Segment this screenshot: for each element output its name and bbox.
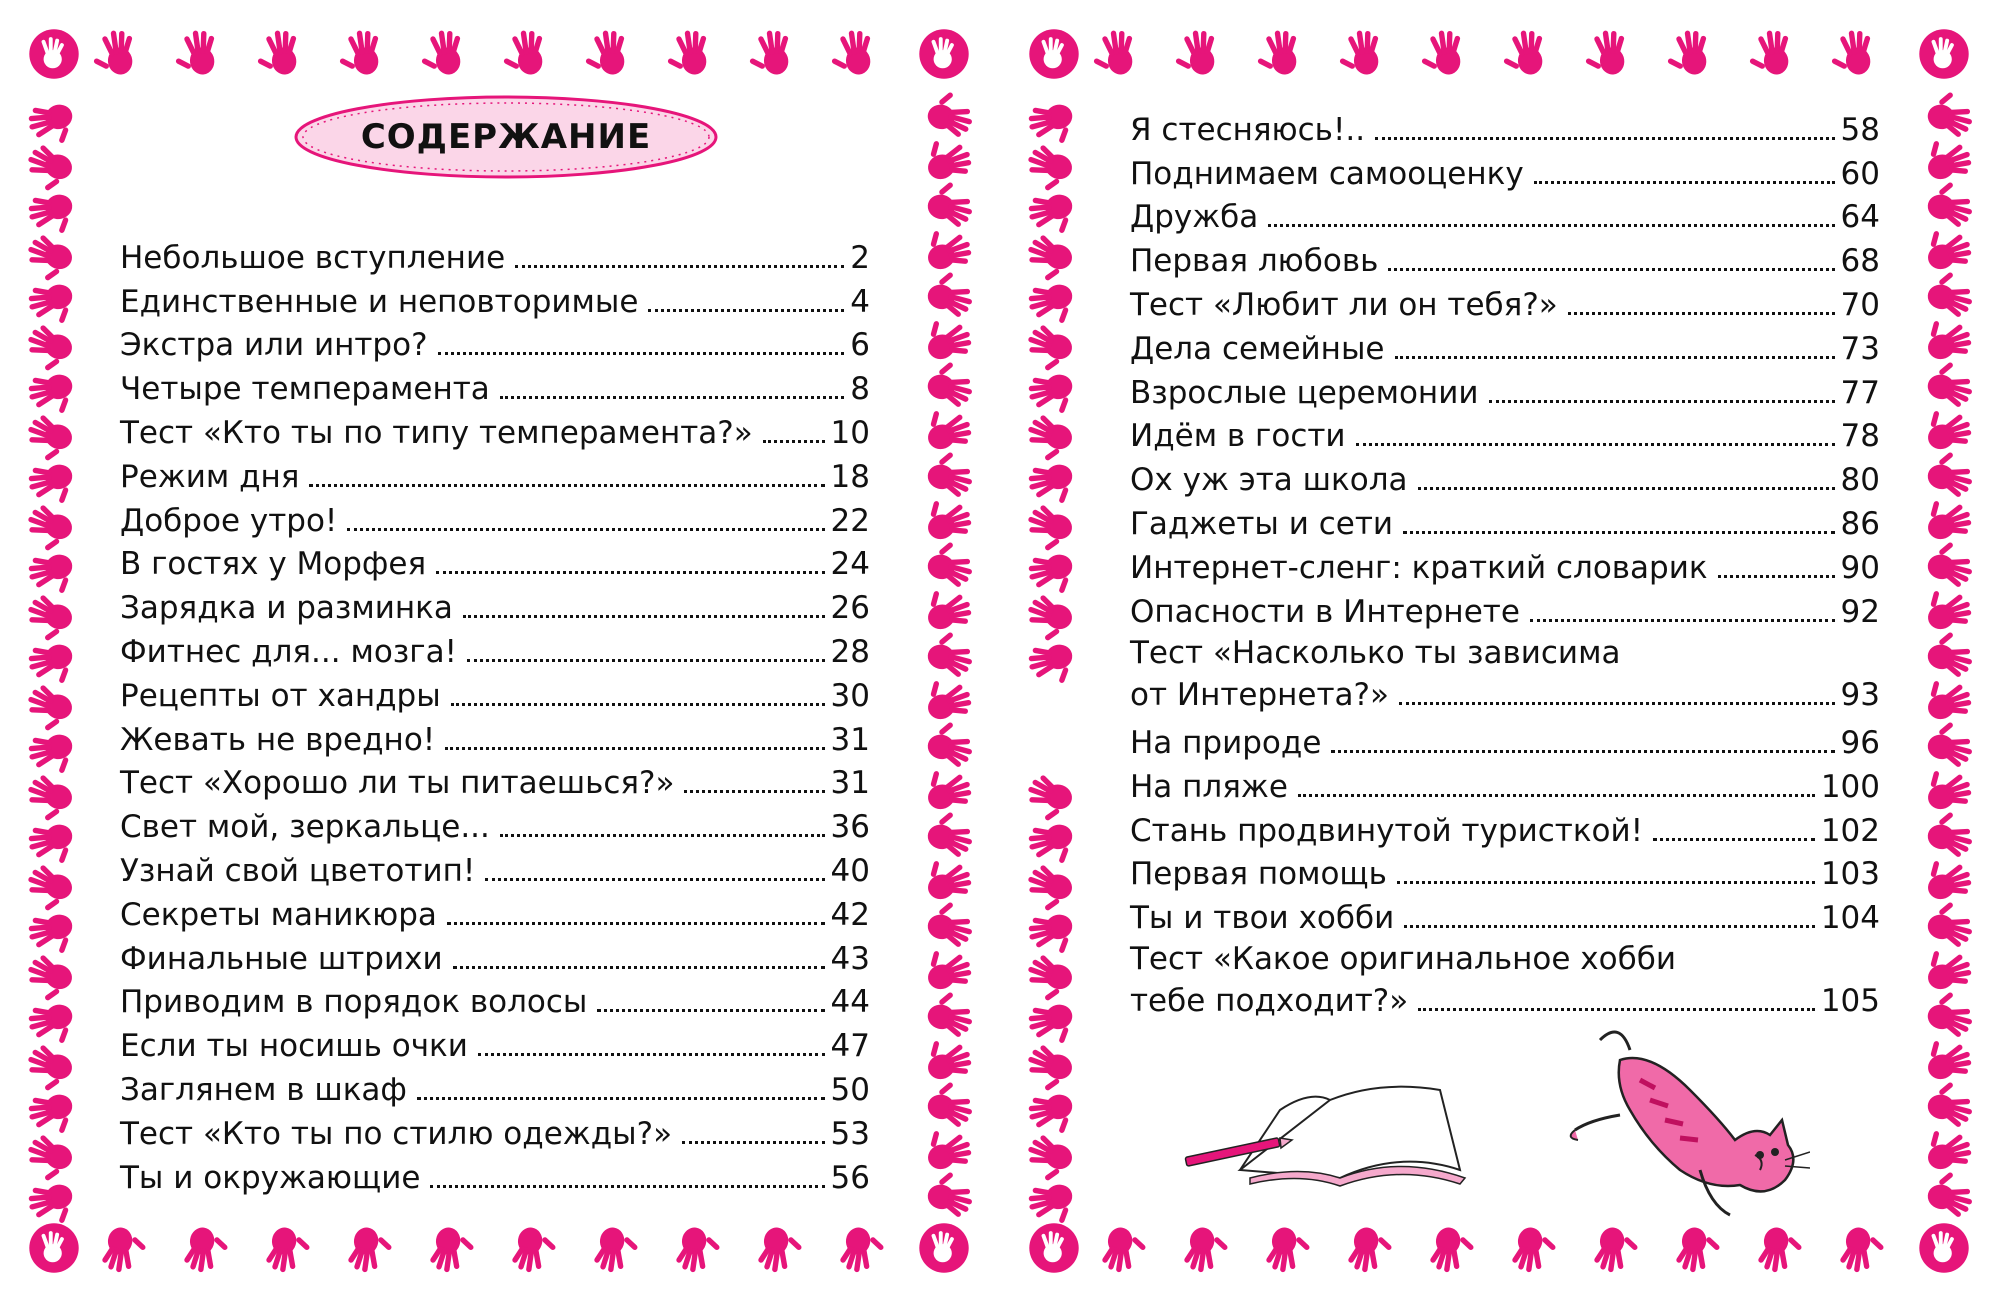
toc-entry-page: 53: [830, 1115, 870, 1152]
dot-leader: [1298, 794, 1815, 797]
toc-entry-title: Первая любовь: [1130, 243, 1379, 280]
dot-leader: [1568, 312, 1835, 315]
hand-icon: [584, 1222, 638, 1276]
dot-leader: [1530, 619, 1835, 622]
dot-leader: [1356, 443, 1835, 446]
hand-icon: [1584, 26, 1638, 80]
toc-entry-page: 31: [830, 765, 870, 802]
hand-icon: [1174, 1222, 1228, 1276]
toc-entry-title-continued: от Интернета?»: [1130, 676, 1389, 713]
dot-leader: [1375, 137, 1834, 140]
toc-entry: [1130, 237, 1880, 281]
toc-entry-page: 78: [1840, 418, 1880, 455]
dot-leader: [478, 1053, 825, 1056]
toc-entry: [1130, 456, 1880, 500]
toc-entry: [1130, 369, 1880, 413]
hand-icon: [584, 26, 638, 80]
toc-entry: [1130, 938, 1880, 1026]
toc-entry: [120, 584, 870, 628]
toc-entry-title: Тест «Какое оригинальное хобби: [1130, 941, 1676, 978]
dot-leader: [1653, 838, 1815, 841]
toc-entry-title: Приводим в порядок волосы: [120, 984, 588, 1021]
toc-entry-page: 73: [1840, 330, 1880, 367]
toc-entry-page: 56: [830, 1159, 870, 1196]
toc-entry: [120, 278, 870, 322]
dot-leader: [467, 659, 825, 662]
hand-icon: [420, 1222, 474, 1276]
toc-entry-title: Узнай свой цветотип!: [120, 852, 476, 889]
toc-entry-page: 26: [830, 590, 870, 627]
toc-entry-page: 93: [1840, 676, 1880, 713]
toc-entry-title: Тест «Кто ты по типу темперамента?»: [120, 414, 753, 451]
toc-entry: [120, 234, 870, 278]
toc-entry-title: Свет мой, зеркальце...: [120, 809, 490, 846]
toc-entry: [120, 979, 870, 1023]
dot-leader: [1399, 702, 1835, 705]
hand-icon: [1502, 26, 1556, 80]
dot-leader: [1388, 268, 1834, 271]
toc-entry-title: На пляже: [1130, 768, 1288, 805]
toc-entry-page: 102: [1820, 812, 1880, 849]
toc-entry-title: Идём в гости: [1130, 418, 1346, 455]
toc-entry-title: Режим дня: [120, 458, 300, 495]
toc-entry-page: 2: [850, 239, 870, 276]
toc-entry-page: 28: [830, 633, 870, 670]
dot-leader: [597, 1009, 824, 1012]
hand-icon: [1092, 26, 1146, 80]
toc-entry-page: 42: [830, 896, 870, 933]
toc-entry-title: Дружба: [1130, 199, 1259, 236]
hand-icon: [1830, 1222, 1884, 1276]
hand-icon: [748, 1222, 802, 1276]
dot-leader: [763, 440, 825, 443]
hand-icon: [830, 26, 884, 80]
toc-entry-title: Финальные штрихи: [120, 940, 443, 977]
hand-icon: [666, 26, 720, 80]
toc-entry: [120, 760, 870, 804]
hand-icon: [24, 1172, 78, 1226]
toc-entry: [1130, 325, 1880, 369]
hand-icon: [174, 26, 228, 80]
notebook-pencil-illustration: [1180, 1060, 1480, 1190]
hand-icon: [92, 1222, 146, 1276]
hand-icon: [92, 26, 146, 80]
hand-icon: [1420, 1222, 1474, 1276]
toc-entry-title: Рецепты от хандры: [120, 677, 441, 714]
toc-entry-page: 103: [1820, 856, 1880, 893]
toc-entry-title: Четыре темперамента: [120, 371, 490, 408]
toc-entry-page: 44: [830, 984, 870, 1021]
dot-leader: [682, 1141, 825, 1144]
hand-icon: [1338, 1222, 1392, 1276]
toc-entry-title: Интернет-сленг: краткий словарик: [1130, 549, 1708, 586]
hand-icon: [502, 26, 556, 80]
dot-leader: [436, 571, 824, 574]
hand-icon: [1666, 1222, 1720, 1276]
toc-entry-title: Экстра или интро?: [120, 327, 428, 364]
toc-entry-title: Стань продвинутой туристкой!: [1130, 812, 1644, 849]
toc-entry-page: 58: [1840, 111, 1880, 148]
toc-entry-page: 105: [1820, 983, 1880, 1020]
right-page: [1000, 0, 2000, 1300]
dot-leader: [1395, 356, 1835, 359]
hand-icon: [256, 26, 310, 80]
dot-leader: [1331, 750, 1834, 753]
toc-entry: [120, 672, 870, 716]
dot-leader: [1403, 531, 1835, 534]
toc-entry-page: 30: [830, 677, 870, 714]
toc-entry-title: Тест «Кто ты по стилю одежды?»: [120, 1115, 673, 1152]
toc-entry: [1130, 413, 1880, 457]
toc-entry-title-continued: тебе подходит?»: [1130, 983, 1409, 1020]
toc-entry-title: Дела семейные: [1130, 330, 1385, 367]
hand-icon: [1584, 1222, 1638, 1276]
toc-entry-page: 40: [830, 852, 870, 889]
toc-entry-page: 77: [1840, 374, 1880, 411]
toc-entry-title: Зарядка и разминка: [120, 590, 453, 627]
toc-entry: [120, 409, 870, 453]
dot-leader: [417, 1097, 825, 1100]
toc-entry: [1130, 106, 1880, 150]
toc-entry-page: 60: [1840, 155, 1880, 192]
toc-entry-title: Ты и твои хобби: [1130, 900, 1395, 937]
dot-leader: [309, 484, 824, 487]
dot-leader: [500, 396, 844, 399]
toc-entry-page: 31: [830, 721, 870, 758]
hand-icon: [1502, 1222, 1556, 1276]
hand-circle-icon: [1028, 28, 1080, 80]
toc-entry-title: На природе: [1130, 724, 1322, 761]
toc-entry-page: 64: [1840, 199, 1880, 236]
toc-entry-title: Жевать не вредно!: [120, 721, 436, 758]
toc-entry-title: Заглянем в шкаф: [120, 1071, 407, 1108]
dot-leader: [684, 790, 824, 793]
dot-leader: [1718, 575, 1835, 578]
toc-entry-page: 43: [830, 940, 870, 977]
dot-leader: [1418, 1008, 1815, 1011]
hand-icon: [1024, 1172, 1078, 1226]
toc-entry: [1130, 894, 1880, 938]
toc-entry: [120, 497, 870, 541]
hand-icon: [174, 1222, 228, 1276]
toc-entry: [120, 322, 870, 366]
toc-entry-title: Поднимаем самооценку: [1130, 155, 1524, 192]
toc-list-left: [120, 234, 870, 1198]
dot-leader: [500, 834, 825, 837]
toc-entry-page: 4: [850, 283, 870, 320]
toc-entry-title: Секреты маникюра: [120, 896, 437, 933]
toc-entry-title: Гаджеты и сети: [1130, 505, 1394, 542]
title-oval: [290, 92, 722, 182]
page-title: СОДЕРЖАНИЕ: [360, 117, 652, 157]
hand-icon: [338, 26, 392, 80]
toc-entry: [120, 1110, 870, 1154]
hand-circle-icon: [28, 28, 80, 80]
toc-entry-title: Первая помощь: [1130, 856, 1387, 893]
toc-entry-page: 50: [830, 1071, 870, 1108]
cat-illustration: [1560, 1020, 1810, 1230]
toc-entry-title: Тест «Хорошо ли ты питаешься?»: [120, 765, 675, 802]
toc-entry: [1130, 632, 1880, 720]
toc-entry: [120, 847, 870, 891]
hand-icon: [666, 1222, 720, 1276]
hand-icon: [1024, 632, 1078, 686]
dot-leader: [1268, 224, 1834, 227]
toc-entry: [120, 716, 870, 760]
toc-entry-title: Фитнес для... мозга!: [120, 633, 457, 670]
toc-entry: [1130, 194, 1880, 238]
hand-icon: [1174, 26, 1228, 80]
toc-entry: [120, 365, 870, 409]
toc-entry-page: 8: [850, 371, 870, 408]
toc-entry-title: Ты и окружающие: [120, 1159, 421, 1196]
toc-entry-title: Доброе утро!: [120, 502, 338, 539]
hand-icon: [830, 1222, 884, 1276]
toc-entry-page: 92: [1840, 593, 1880, 630]
toc-entry: [120, 1154, 870, 1198]
dot-leader: [1397, 881, 1815, 884]
toc-entry-title: Небольшое вступление: [120, 239, 506, 276]
dot-leader: [447, 922, 825, 925]
hand-icon: [1256, 1222, 1310, 1276]
toc-entry: [120, 1022, 870, 1066]
toc-entry-page: 10: [830, 414, 870, 451]
hand-circle-icon: [918, 28, 970, 80]
toc-entry: [120, 803, 870, 847]
dot-leader: [1489, 400, 1835, 403]
toc-entry-page: 24: [830, 546, 870, 583]
hand-icon: [1666, 26, 1720, 80]
toc-entry-title: Ох уж эта школа: [1130, 462, 1408, 499]
toc-entry-page: 80: [1840, 462, 1880, 499]
dot-leader: [430, 1185, 824, 1188]
toc-entry-title: Тест «Насколько ты зависима: [1130, 634, 1621, 671]
toc-entry-page: 70: [1840, 286, 1880, 323]
hand-icon: [1830, 26, 1884, 80]
dot-leader: [463, 615, 825, 618]
hand-icon: [1922, 1172, 1976, 1226]
dot-leader: [1404, 925, 1815, 928]
hand-icon: [338, 1222, 392, 1276]
dot-leader: [485, 878, 824, 881]
dot-leader: [1418, 487, 1835, 490]
toc-entry-page: 96: [1840, 724, 1880, 761]
hand-icon: [748, 26, 802, 80]
dot-leader: [445, 747, 824, 750]
dot-leader: [1534, 181, 1835, 184]
dot-leader: [451, 703, 825, 706]
toc-entry-page: 36: [830, 809, 870, 846]
toc-entry-page: 18: [830, 458, 870, 495]
toc-entry-title: В гостях у Морфея: [120, 546, 427, 583]
hand-icon: [1256, 26, 1310, 80]
hand-icon: [1338, 26, 1392, 80]
hand-icon: [922, 1172, 976, 1226]
toc-entry: [120, 628, 870, 672]
hand-icon: [256, 1222, 310, 1276]
toc-entry-title: Я стесняюсь!..: [1130, 111, 1366, 148]
toc-entry: [1130, 500, 1880, 544]
toc-entry: [120, 453, 870, 497]
hand-icon: [1092, 1222, 1146, 1276]
toc-entry-page: 86: [1840, 505, 1880, 542]
toc-entry: [120, 891, 870, 935]
toc-entry: [1130, 851, 1880, 895]
toc-entry-title: Опасности в Интернете: [1130, 593, 1520, 630]
toc-entry-title: Взрослые церемонии: [1130, 374, 1479, 411]
toc-entry-page: 22: [830, 502, 870, 539]
toc-entry: [1130, 719, 1880, 763]
toc-entry-title: Единственные и неповторимые: [120, 283, 639, 320]
toc-entry: [120, 935, 870, 979]
toc-entry-title: Тест «Любит ли он тебя?»: [1130, 286, 1558, 323]
dot-leader: [515, 265, 844, 268]
toc-entry: [120, 541, 870, 585]
toc-entry-page: 104: [1820, 900, 1880, 937]
hand-circle-icon: [1918, 28, 1970, 80]
hand-icon: [420, 26, 474, 80]
toc-list-right: [1130, 106, 1880, 1026]
hand-icon: [1748, 1222, 1802, 1276]
hand-icon: [1420, 26, 1474, 80]
toc-entry-page: 47: [830, 1028, 870, 1065]
toc-entry-page: 6: [850, 327, 870, 364]
dot-leader: [648, 309, 844, 312]
toc-entry: [1130, 807, 1880, 851]
toc-entry-page: 68: [1840, 243, 1880, 280]
hand-icon: [502, 1222, 556, 1276]
toc-entry: [1130, 544, 1880, 588]
toc-entry: [1130, 763, 1880, 807]
toc-entry: [120, 1066, 870, 1110]
toc-entry-page: 100: [1820, 768, 1880, 805]
toc-entry: [1130, 150, 1880, 194]
toc-entry: [1130, 588, 1880, 632]
hand-icon: [1748, 26, 1802, 80]
toc-entry-page: 90: [1840, 549, 1880, 586]
dot-leader: [347, 528, 824, 531]
dot-leader: [438, 352, 845, 355]
toc-entry-title: Если ты носишь очки: [120, 1028, 468, 1065]
dot-leader: [453, 966, 825, 969]
toc-entry: [1130, 281, 1880, 325]
